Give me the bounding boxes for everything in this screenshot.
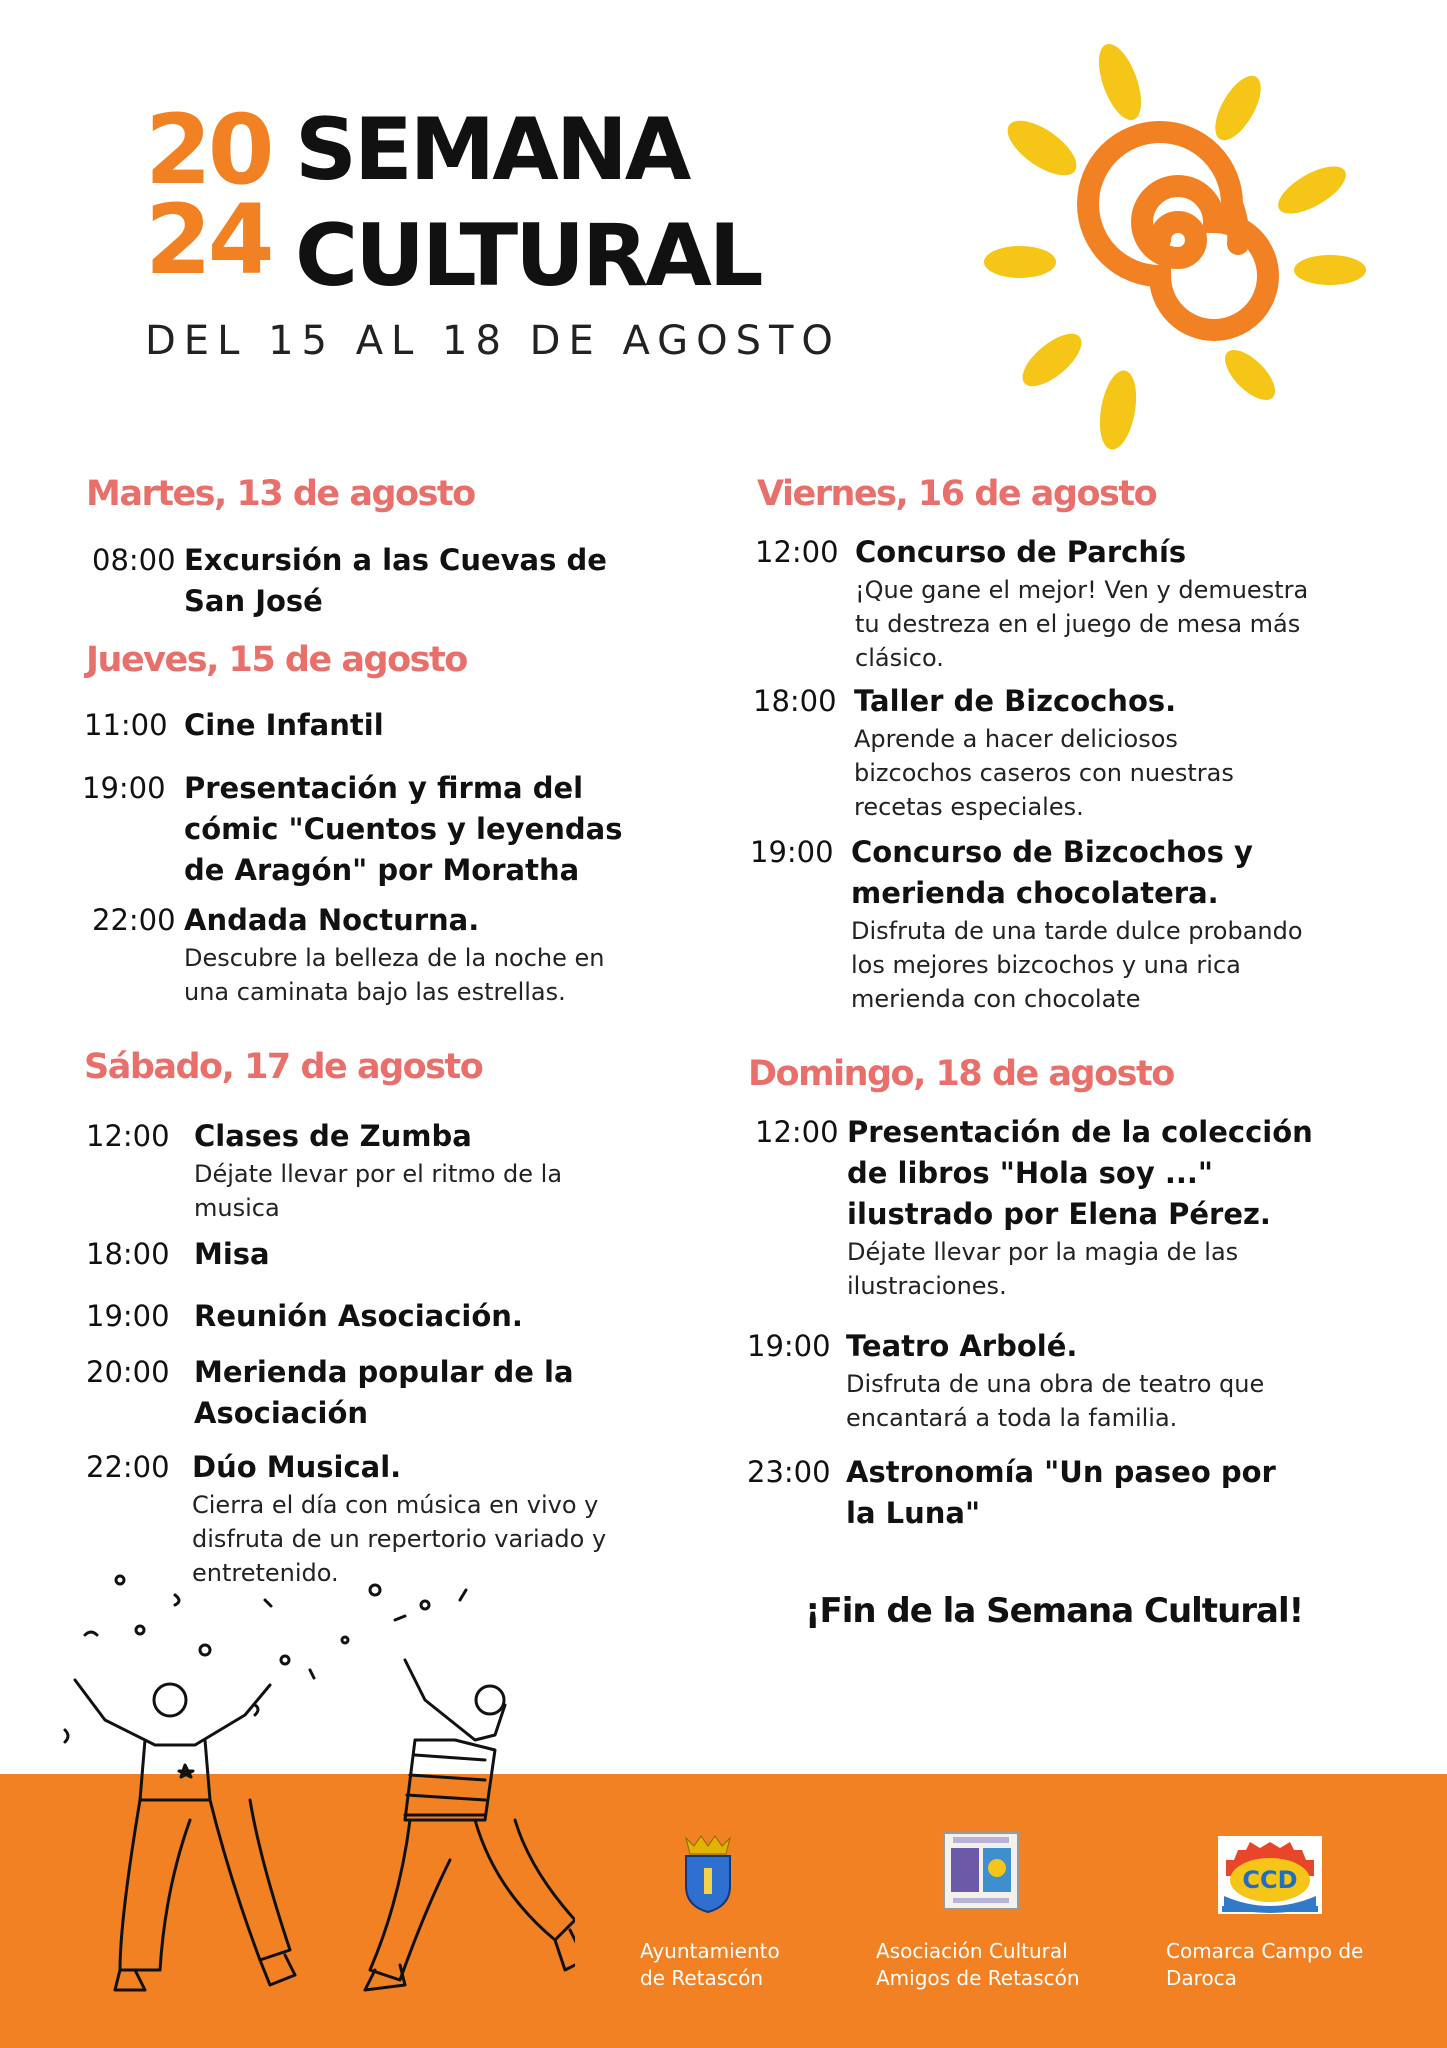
day-heading-domingo: Domingo, 18 de agosto — [748, 1054, 1174, 1094]
event-description: Aprende a hacer deliciosos bizcochos caseros con nuestras recetas especiales. — [854, 725, 1234, 821]
event-item — [86, 1352, 586, 1434]
event-time: 11:00 — [84, 708, 168, 742]
coat-of-arms-icon — [680, 1834, 736, 1914]
association-emblem-icon — [943, 1832, 1019, 1910]
event-item — [755, 532, 1315, 675]
event-title: Presentación y firma del cómic "Cuentos y leyendas de Aragón" por Moratha — [184, 771, 623, 887]
event-item — [92, 900, 632, 1009]
event-title: Astronomía "Un paseo por la Luna" — [846, 1455, 1276, 1530]
logo-caption-ayuntamiento — [640, 1938, 780, 1992]
event-time: 18:00 — [753, 684, 837, 718]
event-time: 12:00 — [755, 535, 839, 569]
logo-caption-comarca — [1166, 1938, 1363, 1992]
event-description: Déjate llevar por la magia de las ilustraciones. — [847, 1238, 1239, 1300]
event-time: 18:00 — [86, 1237, 170, 1271]
event-time: 12:00 — [86, 1119, 170, 1153]
event-item — [86, 1296, 626, 1337]
event-item — [747, 1326, 1307, 1435]
logo-caption-line: de Retascón — [640, 1966, 764, 1990]
sun-icon — [960, 30, 1380, 460]
event-title: Taller de Bizcochos. — [854, 684, 1177, 718]
event-time: 23:00 — [747, 1455, 831, 1489]
event-item — [84, 705, 632, 746]
day-heading-jueves: Jueves, 15 de agosto — [86, 640, 467, 680]
comarca-logo-icon — [1218, 1836, 1322, 1914]
event-title: Excursión a las Cuevas de San José — [184, 543, 607, 618]
event-description: ¡Que gane el mejor! Ven y demuestra tu destreza en el juego de mesa más clásico. — [855, 576, 1309, 672]
closing-message: ¡Fin de la Semana Cultural! — [805, 1591, 1304, 1631]
event-time: 19:00 — [82, 771, 166, 805]
event-title: Clases de Zumba — [194, 1119, 472, 1153]
event-time: 19:00 — [86, 1299, 170, 1333]
title-line-2: CULTURAL — [295, 206, 761, 306]
event-item — [753, 681, 1283, 824]
event-time: 19:00 — [747, 1329, 831, 1363]
event-description: Disfruta de una tarde dulce probando los mejores bizcochos y una rica merienda con chocolate — [851, 917, 1303, 1013]
event-title: Teatro Arbolé. — [846, 1329, 1078, 1363]
event-item — [750, 832, 1310, 1016]
event-title: Concurso de Bizcochos y merienda chocolatera. — [851, 835, 1253, 910]
event-item — [86, 1234, 626, 1275]
title-line-1: SEMANA — [295, 100, 689, 200]
event-item — [86, 1116, 626, 1225]
event-item — [92, 540, 632, 622]
day-heading-sabado: Sábado, 17 de agosto — [84, 1047, 483, 1087]
event-title: Misa — [194, 1237, 270, 1271]
dancing-people-illustration — [55, 1560, 575, 2000]
comarca-logo-text: CCD — [1242, 1866, 1298, 1894]
event-title: Reunión Asociación. — [194, 1299, 523, 1333]
event-item — [747, 1452, 1307, 1534]
event-time: 19:00 — [750, 835, 834, 869]
event-title: Dúo Musical. — [192, 1450, 402, 1484]
year-bottom: 24 — [145, 184, 271, 296]
logo-caption-line: Asociación Cultural — [876, 1939, 1068, 1963]
logo-caption-line: Ayuntamiento — [640, 1939, 780, 1963]
event-dates: DEL 15 AL 18 DE AGOSTO — [145, 318, 841, 364]
event-title: Concurso de Parchís — [855, 535, 1187, 569]
day-heading-martes: Martes, 13 de agosto — [86, 474, 475, 514]
event-title: Andada Nocturna. — [184, 903, 480, 937]
event-title: Cine Infantil — [184, 708, 384, 742]
event-time: 20:00 — [86, 1355, 170, 1389]
event-description: Cierra el día con música en vivo y disfruta de un repertorio variado y entretenido. — [192, 1491, 607, 1587]
event-title: Presentación de la colección de libros "Hola soy ..." ilustrado por Elena Pérez. — [847, 1115, 1313, 1231]
event-item — [755, 1112, 1315, 1303]
logo-caption-line: Daroca — [1166, 1966, 1237, 1990]
event-description: Descubre la belleza de la noche en una caminata bajo las estrellas. — [184, 944, 605, 1006]
event-time: 22:00 — [92, 903, 176, 937]
event-description: Disfruta de una obra de teatro que encantará a toda la familia. — [846, 1370, 1265, 1432]
day-heading-viernes: Viernes, 16 de agosto — [757, 474, 1157, 514]
logo-caption-line: Amigos de Retascón — [876, 1966, 1080, 1990]
event-time: 08:00 — [92, 543, 176, 577]
logo-caption-asociacion — [876, 1938, 1080, 1992]
event-description: Déjate llevar por el ritmo de la musica — [194, 1160, 563, 1222]
event-item — [82, 768, 642, 891]
event-title: Merienda popular de la Asociación — [194, 1355, 574, 1430]
event-time: 12:00 — [755, 1115, 839, 1149]
year-top: 20 — [145, 94, 271, 206]
event-time: 22:00 — [86, 1450, 170, 1484]
logo-caption-line: Comarca Campo de — [1166, 1939, 1364, 1963]
